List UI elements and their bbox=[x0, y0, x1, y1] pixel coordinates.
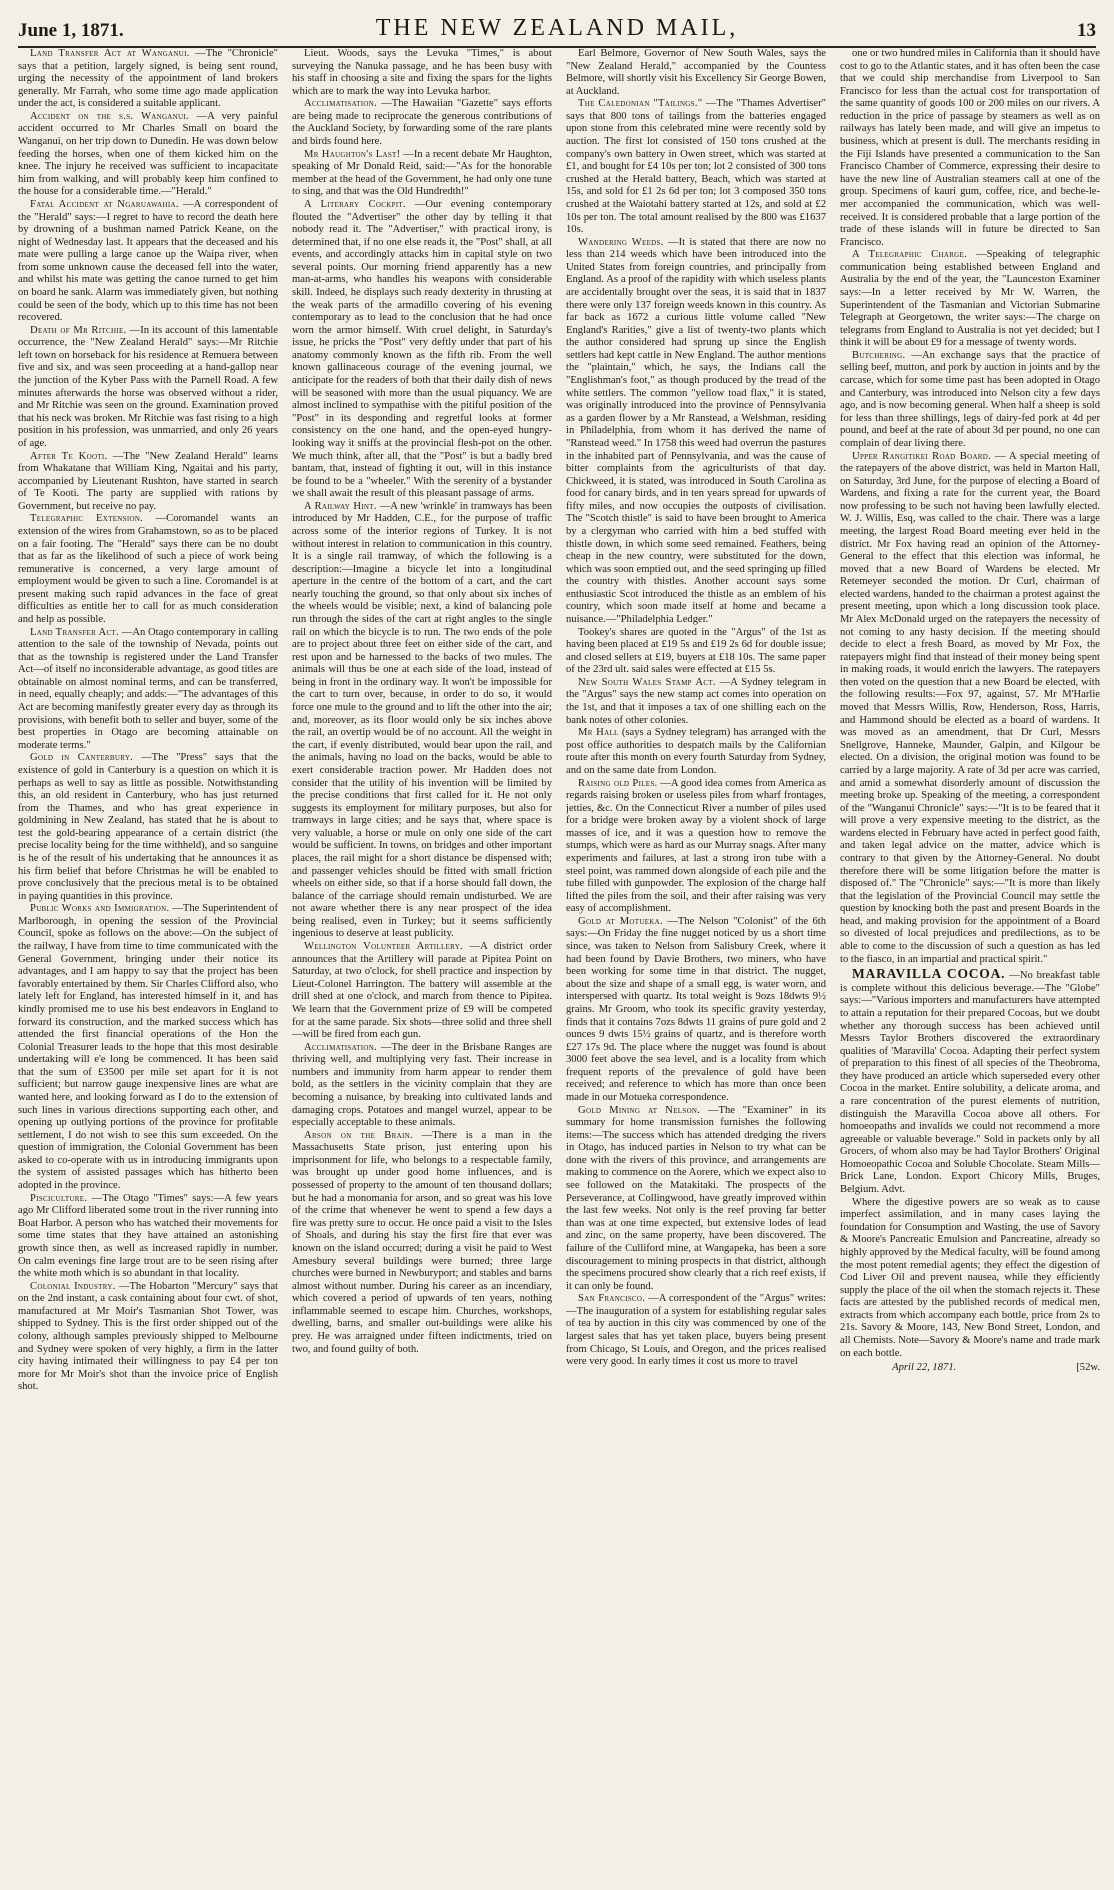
article-title: Wandering Weeds. bbox=[578, 236, 664, 248]
newspaper-title: THE NEW ZEALAND MAIL, bbox=[375, 15, 739, 41]
article bbox=[840, 451, 1100, 967]
article bbox=[292, 501, 552, 941]
article-body: —No breakfast table is complete without this delicious beverage.—The "Globe" says:—"Various importers and manufacturers have attempted to attain a reputation for their prepared Cocoas, but we doubt whether any thorough success has been achieved until Messrs Taylor Brothers discovered the extraordinary qualities of 'Maravilla' Cocoa. Adapting their perfect system of preparation to this finest of all species of the Theobroma, they have produced an article which superseded every other Cocoa in the market. Entire solubility, a delicate aroma, and a rare concentration of the purest elements of nutrition, distinguish the Maravilla Cocoa above all others. For homoeopaths and invalids we could not recommend a more agreeable or valuable beverage." Sold in packets only by all Grocers, of whom also may be had Taylor Brothers' Original Homoeopathic Cocoa and Soluble Chocolate. Steam Mills—Brick Lane, London. Export Chicory Mills, Bruges, Belgium. Advt. bbox=[840, 970, 1100, 1196]
page-header bbox=[18, 8, 1096, 48]
article bbox=[566, 778, 826, 916]
article-body: —An Otago contemporary in calling attention to the sale of the township of Nevada, points out that as the township is registered under the Land Transfer Act—of itself no inconsiderable advantage, as good titles are obtainable on almost nominal terms, and can be transferred, in need, equally cheaply; and adds:—"The advantages of this Act are becoming manifestly greater every day as through its provisions, with benefit both to seller and buyer, some of the best properties in Otago are becoming attainable on moderate terms." bbox=[18, 626, 278, 751]
column-2 bbox=[292, 48, 552, 1882]
article bbox=[18, 1193, 278, 1281]
article bbox=[292, 1042, 552, 1130]
article-title: Butchering. bbox=[852, 349, 906, 361]
article-title: Mr Haughton's Last! bbox=[304, 148, 401, 160]
article-body: —A Sydney telegram in the "Argus" says the new stamp act comes into operation on the 1st, and that it imposes a tax of one shilling each on the bank notes of other colonies. bbox=[566, 676, 826, 726]
article-body: —Coromandel wants an extension of the wires from Grahamstown, so as to be placed on a fair footing. The "Herald" says there can be no doubt that as far as the likelihood of such a piece of work being remunerative is concerned, a very large amount of employment would be given to such a line. Coromandel is at present making such rapid advances in the face of great difficulties as entitle her to call for as much consideration and help as possible. bbox=[18, 513, 278, 626]
article bbox=[18, 451, 278, 514]
article bbox=[840, 350, 1100, 451]
article bbox=[292, 48, 552, 98]
article-body: —The Hawaiian "Gazette" says efforts are being made to reciprocate the generous contributions of the Auckland Society, by forwarding some of the rare plants and birds found here. bbox=[292, 98, 552, 148]
article-body: —The "New Zealand Herald" learns from Whakatane that William King, Ngaitai and his party, accompanied by Lieutenant Rushton, have started in search of Te Kooti. The party are supplied with rations by Government, but receive no pay. bbox=[18, 450, 278, 512]
article-title: A Literary Cockpit. bbox=[304, 198, 406, 210]
article-body: —The "Press" says that the existence of gold in Canterbury is a question on which it is perhaps as well to say as little as possible. Notwithstanding this, an old resident in Canterbury, who has just returned from the Thames, and who has great experience in goldmining in New Zealand, has stated that he is about to test the gold-bearing appearance of a certain district (the precise locality being for the time withheld), and so sanguine is he of the result of his undertaking that he announces it as his firm belief that before Christmas he will be enabled to prove conclusively that the precious metal is to be obtained in paying quantities in this province. bbox=[18, 752, 278, 902]
article-body: —In a recent debate Mr Haughton, speaking of Mr Donald Reid, said:—"As for the honorable member at the head of the Government, he had only one tune to sing, and that was the Old Hundredth!" bbox=[292, 148, 552, 198]
article bbox=[840, 249, 1100, 350]
article-body: —The "Chronicle" says that a petition, largely signed, is being sent round, urging the necessity of the appointment of land brokers generally. Mr Farrah, who some time ago made application under the act, is considered a suitable applicant. bbox=[18, 48, 278, 110]
article bbox=[840, 1197, 1100, 1361]
article-title: A Railway Hint. bbox=[304, 500, 377, 512]
column-1 bbox=[18, 48, 278, 1882]
article bbox=[292, 1130, 552, 1356]
article-body: —A correspondent of the "Herald" says:—I regret to have to record the death here by drowning of a bushman named Patrick Keane, on the night of Wednesday last. It appears that the deceased and his mate were pulling a large canoe up the Waipa river, when from some unknown cause the deceased fell into the water, and whilst his mate was getting the canoe turned to get him on board he sank. Alarm was immediately given, but nothing could be seen of the body, which up to this time has not been recovered. bbox=[18, 198, 278, 324]
article-title: Wellington Volunteer Artillery. bbox=[304, 941, 463, 953]
article bbox=[840, 966, 1100, 1196]
article-body: —A district order announces that the Artillery will parade at Pipitea Point on Saturday, at two o'clock, for shell practice and inspection by Lieut-Colonel Harrington. The battery will assemble at the drill shed at one o'clock, and march from thence to Pipitea. We learn that the Government prize of £9 will be competed for at the same parade. Six shots—three solid and three shell—will be fired from each gun. bbox=[292, 941, 552, 1041]
article bbox=[18, 1281, 278, 1394]
article-body: —The "Examiner" in its summary for home transmission furnishes the following items:—The success which has attended dredging the rivers in Otago, has induced parties in Nelson to try what can be done with the rivers of this province, and arrangements are making to commence on the Aorere, which we expect also to see followed on the Matakitaki. The prospects of the Perseverance, at Collingwood, have greatly improved within the last few weeks. Not only is the reef proving far better than was at one time expected, but extensive lodes of lead and zinc, on the same property, have been discovered. The failure of the Culliford mine, at Wangapeka, has been a sore discouragement to mining prospects in that district, although the specimens procured show clearly that a rich reef exists, if it can only be found. bbox=[566, 1104, 826, 1292]
article bbox=[18, 903, 278, 1192]
article bbox=[18, 627, 278, 753]
article-body: (says a Sydney telegram) has arranged with the post office authorities to despatch mails by the Californian route after this month on every fourth Saturday from Sydney, and on the same date from London. bbox=[566, 727, 826, 776]
article-title: Fatal Accident at Ngaruawahia. bbox=[30, 198, 179, 210]
article-body: —A new 'wrinkle' in tramways has been introduced by Mr Hadden, C.E., for the purpose of traffic across some of the interior regions of Turkey. It is not without interest in relation to communication in this country. It is a single rail tramway, of which the following is a description:—Imagine a bicycle let into a longitudinal aperture in the centre of the bottom of a cart, and the cart nearly touching the ground, so that only about six inches of the wheels would be visible; next, a kind of balancing pole run through the sides of the cart at right angles to the single rail on which the bicycle is to run. The two ends of the pole are to project about three feet on either side of the cart, and rest upon and be harnessed to the backs of two mules. The animals will thus be one at each side of the load, instead of being in front in the ordinary way. It won't be impossible for the cart to turn over, because, in order to do so, it would force one mule to the ground and to lift the other into the air; and, moreover, as its floor would only be six inches above the rail, an overtip would be of no account. All the weight in the cart, if evenly distributed, would bear upon the rail, and the animals, having no load on the backs, would be able to exert considerable traction power. Mr Hadden does not consider that the utility of his invention will be limited by the precise conditions that first called for it. He not only suggests its employment for military purposes, but also for tramways in large cities; and he says that, where space is very valuable, a horse or mule on only one side of the cart would be sufficient. In towns, on bridges and other important places, the rail might for a short distance be dispensed with; and passenger vehicles should be fitted with small friction wheels on either side, so that if a horse should fall down, the balance of the carriage should remain undisturbed. We are not aware whether there is any near prospect of the idea being realised, even in Turkey; but it seems sufficiently ingenious to deserve at least publicity. bbox=[292, 500, 552, 940]
article-title: San Francisco. bbox=[578, 1293, 646, 1305]
article bbox=[566, 1293, 826, 1368]
article-body: Tookey's shares are quoted in the "Argus" of the 1st as having been placed at £19 5s and £19 2s 6d for double issue; and closed sellers at £19, buyers at £18 10s. The same paper of the 23rd ult. said sales were effected at £15 5s. bbox=[566, 626, 826, 676]
article-title: The Caledonian "Tailings." bbox=[578, 98, 703, 110]
article bbox=[18, 111, 278, 199]
article-body: —The Nelson "Colonist" of the 6th says:—On Friday the fine nugget noticed by us a short time since, was taken to Nelson from Salisbury Creek, where it had been found by Davie Brothers, two miners, who have been working for some time in that district. The nugget, about the size and shape of a small egg, is water worn, and interspersed with quartz. Its total weight is 9ozs 18dwts 9½ grains. Mr Groom, who took its specific gravity yesterday, finds that it contains 7ozs 8dwts 11 grains of pure gold and 2 ounces 9 dwts 15½ grains of quartz, and is therefore worth £27 17s 9d. The place where the nugget was found is about 3000 feet above the sea level, and is a locality from which frequent reports of the prevalence of gold have been received; and reference to which has more than once been made in our Motueka correspondence. bbox=[566, 915, 826, 1103]
article-title: Death of Mr Ritchie. bbox=[30, 324, 127, 336]
article-body: — A special meeting of the ratepayers of the above district, was held in Marton Hall, on Saturday, 3rd June, for the purpose of electing a Board of Wardens, and fixing a rate for the current year, the Board now professing to be such not having been lawfully elected. W. J. Willis, Esq, was called to the chair. There was a large meeting, the largest Road Board meeting ever held in the district. Mr Fox having read an opinion of the Attorney-General to the effect that this election was informal, he moved that a new Board of Wardens be elected. Mr Retemeyer seconded the motion. Dr Curl, chairman of elected wardens, handed to the chairman a protest against the present meeting, upon which a long discussion took place. Mr Alex McDonald urged on the ratepayers the necessity of not coming to any hasty decision. If the meeting should decide to elect a fresh Board, as moved by Mr Fox, the ratepayers might find that instead of their money being spent in making roads, it would enrich the lawyers. The ratepayers then voted on the question that a new Board be elected, with the following results:—Fox 97, against, 57. Mr M'Harlie moved that Messrs Willis, Row, Henderson, Ross, Harris, and Hammond should be elected as a board of wardens. It was moved as an amendment, that Dr Curl, Messrs Snellgrove, Hanneke, Maunder, Galpin, and Kilgour be elected. On a division, the original motion was found to be carried by a large majority. A rate of 3d per acre was carried, and amid a somewhat disorderly amount of discussion the meeting broke up. Speaking of the meeting, a correspondent of the "Wanganui Chronicle" says:—"It is to be feared that it will prove a very expensive meeting to the district, as the wardens elected in February have acted in perfect good faith, and taken legal advice on the matter, advice which is contrary to that given by the Attorney-General. No doubt therefore there will be some litigation before the matter is disposed of." The "Chronicle" says:—"It is more than likely that the legislation of the Provincial Council may settle the question by knocking both the past and present Boards in the head, and making provision for the appointment of a Board so divested of local prejudices and predilections, as to be able to come to the discussion of such a question as has led to the fiasco, in an impartial and practical spirit." bbox=[840, 450, 1100, 965]
column-4 bbox=[840, 48, 1100, 1882]
article-title: Gold Mining at Nelson. bbox=[578, 1104, 701, 1116]
article-body: one or two hundred miles in California than it should have cost to go to the Atlantic states, and it has often been the case that we could ship merchandise from Liverpool to San Francisco for less than the actual cost for transportation of the same quantity of goods 100 or 200 miles on our rivers. A reduction in the price of passage by steamers as well as on railways has lately been made, and will give an impetus to business, which at present is dull. The merchants residing in the Fiji Islands have presented a communication to the San Francisco Chamber of Commerce, expressing their desire to have the new line of Australian steamers call at one of the group. Specimens of kauri gum, coffee, rice, and beche-le-mer accompanied the communication, which was well-received. It is considered probable that a large portion of the trade of these islands will in future be directed to San Francisco. bbox=[840, 48, 1100, 248]
article bbox=[18, 752, 278, 903]
article-title: Telegraphic Extension. bbox=[30, 513, 144, 525]
article-body: —In its account of this lamentable occurrence, the "New Zealand Herald" says:—Mr Ritchie left town on horseback for his residence at Remuera between five and six, and was seen proceeding at a hand-gallop near the junction of the Kyber Pass with the Parnell Road. A few minutes afterwards the horse was observed without a rider, and Mr Ritchie was seen on the ground. Examination proved that his neck was broken. Mr Ritchie was fast rising to a high position in his profession, was unmarried, and only 26 years of age. bbox=[18, 324, 278, 449]
article-title: New South Wales Stamp Act. bbox=[578, 676, 716, 688]
article-body: —The "Thames Advertiser" says that 800 tons of tailings from the batteries engaged upon stone from this celebrated mine were recently sold by auction. The first lot consisted of 150 tons crushed at the company's own battery in Owen street, which was started at £1, and bought for £4 10s per ton; lot 2 consisted of 300 tons crushed at the Herald battery, Beach, which was started at 15s, and sold for £1 2s 6d per ton; lot 3 composed 350 tons crushed at the Waiotahi battery started at 12s, and sold at £2 10s per ton. The total amount realised by the 800 was £1637 10s. bbox=[566, 98, 826, 236]
article-body: —Our evening contemporary flouted the "Advertiser" the other day by telling it that nobody read it. The "Advertiser," with practical irony, is determined that, if no one else reads it, the "Post" shall, at all events, and accordingly attacks him in capital style on two several points. Our morning friend apparently has a new man-at-arms, who handles his weapons with considerable skill. Indeed, he displays such ready dexterity in thrusting at the weak parts of the armadillo covering of his evening contemporary as to lead to the conclusion that he had once worn the armor himself. With cruel delight, in Saturday's issue, he pricks the "Post" very deftly under that part of his anatomy commonly known as the fifth rib. From the well known gallinaceous courage of the evening journal, we anticipate for the readers of both that their daily dish of news will be seasoned with more than the usual piquancy. We are almost inclined to sympathise with the pitiful position of the "Post" in its desponding and regretful looks at former consistency on the one hand, and the open-eyed hungry-looking way it sniffs at the provincial flesh-pot on the other. We much think, after all, that the "Post" is but a badly bred bantam, that, instead of fighting it out, will in this instance be found to be a "wheeler." With the serenity of a bystander we shall await the result of this pleasant passage of arms. bbox=[292, 198, 552, 500]
article-title: Mr Hall bbox=[578, 727, 619, 739]
article-title: Raising old Piles. bbox=[578, 777, 658, 789]
article-body: —Speaking of telegraphic communication being established between England and Australia by the end of the year, the "Launceston Examiner says:—In a letter received by Mr W. Warren, the Superintendent of the Tasmanian and Victorian Submarine Telegraph at Georgetown, the writer says:—The charge on telegrams from England to Australia is not yet decided; but I think it will be about £9 for a message of twenty words. bbox=[840, 249, 1100, 349]
article bbox=[292, 149, 552, 199]
article-title: Acclimatisation. bbox=[304, 1041, 378, 1053]
article-body: —The Otago "Times" says:—A few years ago Mr Clifford liberated some trout in the river running into Boat Harbor. A person who has watched their movements for some time states that they have attained an astonishing growth since then, as well as increased rapidly in number. On calm evenings fine large trout are to be seen rising after the white moth which is so abundant in that locality. bbox=[18, 1192, 278, 1280]
article bbox=[566, 627, 826, 677]
article bbox=[292, 199, 552, 501]
article-columns bbox=[18, 48, 1100, 1882]
article-title: Accident on the s.s. Wanganui. bbox=[30, 110, 189, 122]
article bbox=[18, 48, 278, 111]
article-title: Land Transfer Act. bbox=[30, 626, 119, 638]
article-title: Colonial Industry. bbox=[30, 1280, 116, 1292]
article bbox=[18, 325, 278, 451]
article bbox=[18, 513, 278, 626]
article-body: —An exchange says that the practice of selling beef, mutton, and pork by auction in joints and by the carcase, which for some time past has been adopted in Otago and Canterbury, was introduced into Nelson city a few days ago, and is now becoming general. When half a sheep is sold for less than three shillings, legs of dairy-fed pork at 4d per pound, and beef at the rate of about 3d per pound, no one can complain of dear living there. bbox=[840, 349, 1100, 449]
article-title: Pisciculture. bbox=[30, 1192, 88, 1204]
article-body: —The Superintendent of Marlborough, in opening the session of the Provincial Council, spoke as follows on the above:—On the subject of the railway, I have from time to time communicated with the General Government, bringing under their notice its advantages, and I am happy to say that the project has been favorably entertained by them. Sir Charles Clifford also, who lately left for England, has interested himself in it, and has kindly promised me to use his best endeavors in England to forward its construction, and the marked success which has attended the first financial operations of the Hon the Colonial Treasurer leads to the hope that this most desirable undertaking will e'e long be commenced. It has been said that the sum of £3500 per mile set apart for it is not sufficient; but narrow gauge inexpensive lines are what are wanted here, and looking forward as I do to the extension of such lines in various directions supporting each other, and opening up outlying portions of the province for profitable settlement, I do not wish to see this sum exceeded. On the question of immigration, the Colonial Government has been asked to co-operate with us in introducing immigrants upon the system of assisted passages which has hitherto been adopted in the province. bbox=[18, 903, 278, 1192]
article bbox=[566, 98, 826, 236]
article-body: —The Hobarton "Mercury" says that on the 2nd instant, a cask containing about four cwt. of shot, manufactured at Mr Moir's Tasmanian Shot Tower, was shipped to Sydney. This is the first order shipped out of the colony, although samples previously shipped to Melbourne and Sydney were spoken of very highly, a firm in the latter city having intimated their willingness to pay £4 per ton more for Mr Moir's shot than the invoice price of English shot. bbox=[18, 1280, 278, 1393]
article-title: Public Works and Immigration. bbox=[30, 903, 170, 915]
signoff-code: [52w. bbox=[1076, 1362, 1100, 1374]
article-body: —It is stated that there are now no less than 214 weeds which have been introduced into the United States from foreign countries, and principally from England. As a proof of the rapidity with which useless plants are accidentally brought over the seas, it is said that in 1837 there were only 137 foreign weeds known in this country. As far back as 1672 a curious little volume called "New England's Rarities," give a list of twenty-two plants which the author considered had sprung up since the English settlers had kept cattle in New England. The author mentions the "plaintain," which, he says, the Indians call the "Englishman's foot," as though produced by the tread of the white settlers. The common "yellow toad flax," it is stated, was originally introduced into the province of Pennsylvania as a garden flower by a Mr Ranstead, a Welshman, residing in Philadelphia, from whom it has derived the name of "Ranstead weed." In 1758 this weed had overrun the pastures in the inhabited part of Pennsylvania, and was the cause of bitter complaints from the agriculturists of that day. Chickweed, it is stated, was introduced in South Carolina as food for canary birds, and in ten years spread for upwards of fifty miles, and now occupies the outposts of civilisation. The "Scotch thistle" is said to have been brought to America by a clergyman who carried with him a bed stuffed with thistle down, in which some seed remained. Feathers, being cheap in the new country, were substituted for the down, which was soon emptied out, and the seed springing up filled the country with thistles. Another account says some enthusiastic Scot introduced the thistle as an emblem of his country, which soon made itself at home and became a nuisance.—"Philadelphia Ledger." bbox=[566, 236, 826, 626]
article-title: A Telegraphic Charge. bbox=[852, 249, 968, 261]
article-body: —The deer in the Brisbane Ranges are thriving well, and multiplying very fast. Their increase in numbers and immunity from harm appear to render them bold, as the settlers in the vicinity complain that they are becoming a nuisance, by breaking into cultivated lands and damaging crops. Potatoes and mangel wurzel, appear to be especially acceptable to these animals. bbox=[292, 1041, 552, 1129]
article-body: —A very painful accident occurred to Mr Charles Small on board the Wanganui, on her trip down to Dunedin. He was down below feeding the horses, when one of them kicked him on the knee. The injury he received was sufficient to incapacitate him from walking, and will probably keep him confined to the house for a considerable time.—"Herald." bbox=[18, 110, 278, 198]
article-title: Land Transfer Act at Wanganui. bbox=[30, 48, 190, 59]
article bbox=[292, 98, 552, 148]
page-number: 13 bbox=[1077, 20, 1096, 41]
article bbox=[566, 916, 826, 1105]
article bbox=[566, 1105, 826, 1294]
article bbox=[566, 48, 826, 98]
article-title: Arson on the Brain. bbox=[304, 1129, 413, 1141]
signoff-date: April 22, 1871. bbox=[892, 1362, 957, 1374]
article-title: Gold in Canterbury. bbox=[30, 752, 134, 764]
article-body: —There is a man in the Massachusetts State prison, just entering upon his imprisonment for life, who belongs to a respectable family, was brought up under good home influences, and is possessed of property to the amount of ten thousand dollars; but he had a monomania for arson, and so great was his love of the crime that whenever he went to spend a few days a fire was pretty sure to occur. He once paid a visit to the Isles of Shoals, and during his stay the first fire that ever was known on the island occurred; during a visit he paid to West Amesbury several buildings were burned; three large churches were burned in Newburyport; and stables and barns almost without number. During his career as an incendiary, which covered a period of upwards of ten years, nothing inflammable seemed to escape him. Churches, workshops, dwelling, barns, and smaller out-buildings were alike his prey. He was arraigned under fifteen indictments, tried on two, and found guilty of both. bbox=[292, 1129, 552, 1355]
article bbox=[566, 727, 826, 777]
article-title: After Te Kooti. bbox=[30, 450, 108, 462]
article-title: Upper Rangitikei Road Board. bbox=[852, 450, 992, 462]
advertisement-title: MARAVILLA COCOA. bbox=[852, 966, 1006, 982]
advertisement-signoff bbox=[840, 1362, 1100, 1375]
article bbox=[566, 677, 826, 727]
article-title: Gold at Motueka. bbox=[578, 915, 663, 927]
article bbox=[566, 237, 826, 627]
issue-date: June 1, 1871. bbox=[18, 20, 124, 41]
article bbox=[18, 199, 278, 325]
article-body: —A correspondent of the "Argus" writes:—The inauguration of a system for establishing regular sales of tea by auction in this city was commenced by one of the largest sales that has yet taken place, buyers being present from Chicago, St Louis, and Oregon, and the prices realised were very good. In early times it cost us more to travel bbox=[566, 1293, 826, 1368]
article-body: Earl Belmore, Governor of New South Wales, says the "New Zealand Herald," accompanied by the Countess Belmore, will shortly visit his Excellency Sir George Bowen, at Auckland. bbox=[566, 48, 826, 97]
article bbox=[840, 48, 1100, 249]
article-body: Lieut. Woods, says the Levuka "Times," is about surveying the Nanuka passage, and he has been busy with his staff in choosing a site and fixing the spars for the lights which are to mark the way into Levuka harbor. bbox=[292, 48, 552, 97]
article-body: —A good idea comes from America as regards raising broken or useless piles from wharf frontages, jetties, &c. On the Connecticut River a number of piles used for a bridge were broken away by a violent shock of large masses of ice, and it was a question how to remove the stumps, which were as hard as our Murray snags. After many experiments and failures, at last a strong iron tube with a steel point, was rammed down alongside of each pile and the tube filled with gunpowder. The explosion of the charge half lifted the piles from the soil, and their after raising was very easy of accomplishment. bbox=[566, 777, 826, 915]
article bbox=[292, 941, 552, 1042]
article-body: Where the digestive powers are so weak as to cause imperfect assimilation, and in many cases laying the foundation for Consumption and Wasting, the use of Savory & Moore's Pancreatic Emulsion and Pancreatine, already so highly approved by the Medical faculty, will be found among the most potent remedial agents; they effect the digestion of Cod Liver Oil and prevent nausea, while they efficiently supply the place of the oil when the stomach rejects it. These facts are attested by the published records of medical men, extracts from which accompany each bottle, price from 2s to 21s. Savory & Moore, 143, New Bond Street, London, and all Chemists. Note—Savory & Moore's name and trade mark on each bottle. bbox=[840, 1196, 1100, 1359]
article-title: Acclimatisation. bbox=[304, 98, 378, 110]
column-3 bbox=[566, 48, 826, 1882]
